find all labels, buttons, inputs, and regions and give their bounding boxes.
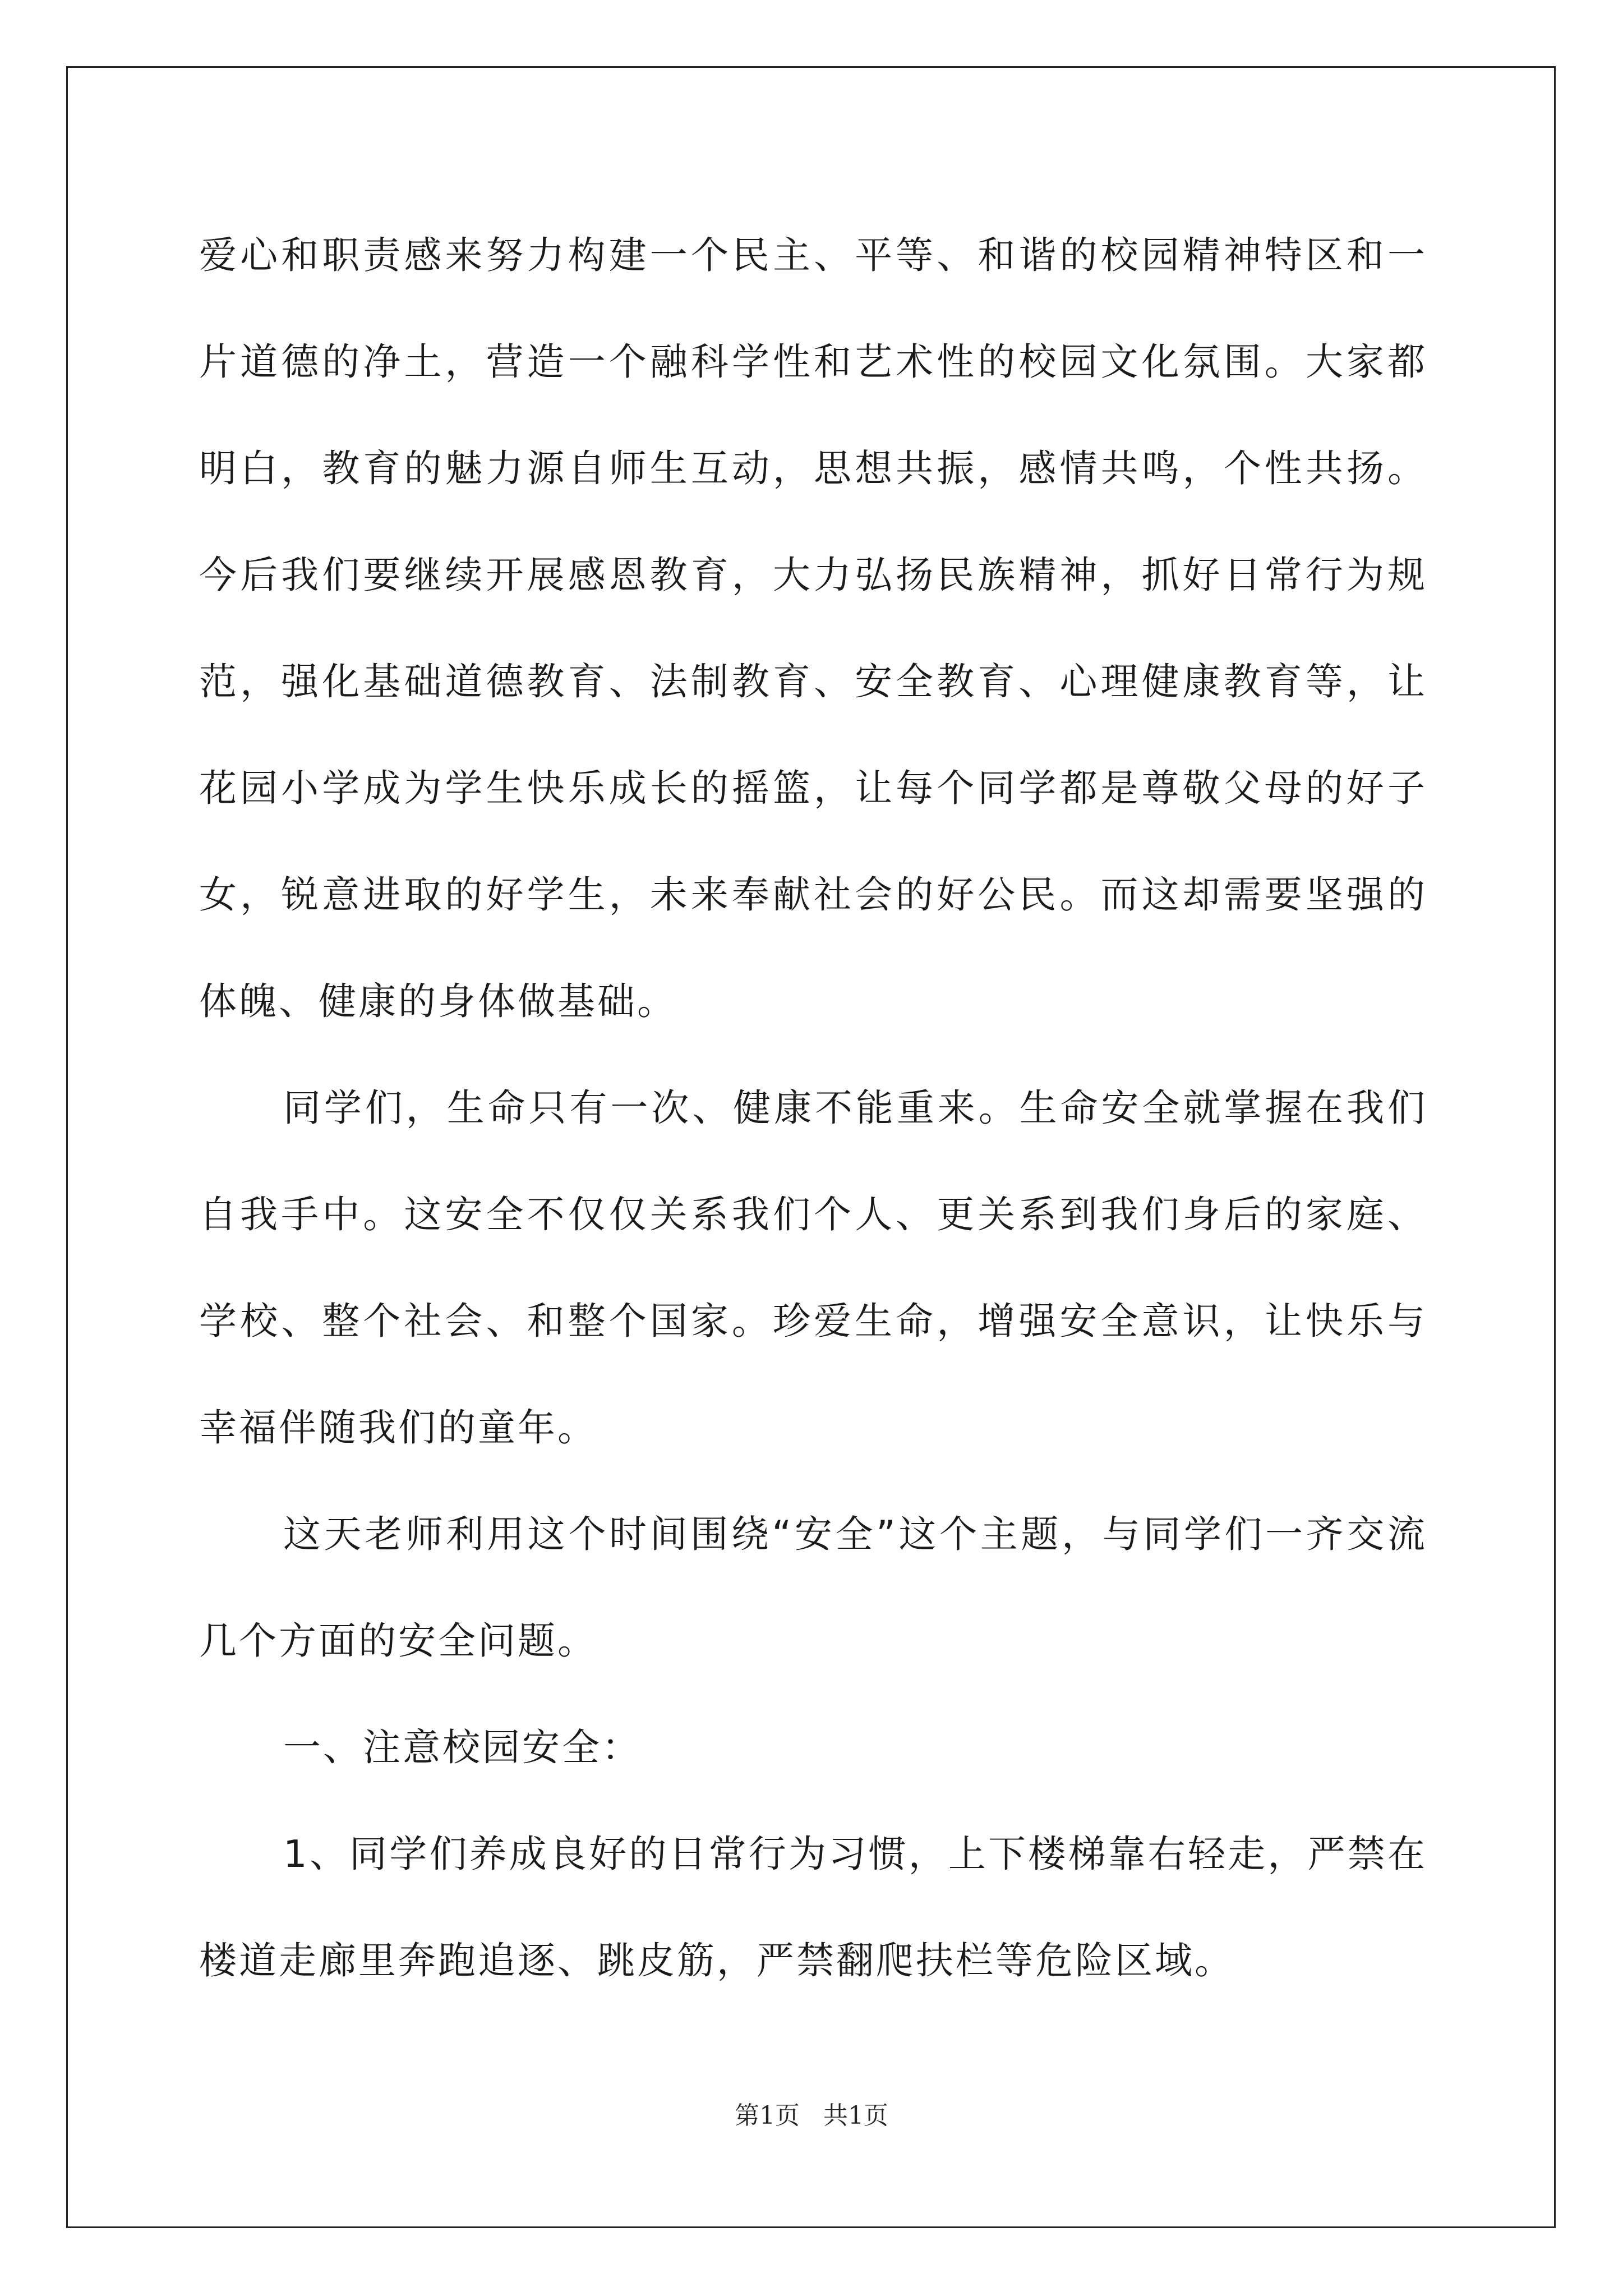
paragraph-1: 爱心和职责感来努力构建一个民主、平等、和谐的校园精神特区和一片道德的净土，营造一个融科学性和艺术性的校园文化氛围。大家都明白，教育的魅力源自师生互动，思想共振，感情共鸣，个性共扬。今后我们要继续开展感恩教育，大力弘扬民族精神，抓好日常行为规范，强化基础道德教育、法制教育、安全教育、心理健康教育等，让花园小学成为学生快乐成长的摇篮，让每个同学都是尊敬父母的好子女，锐意进取的好学生，未来奉献社会的好公民。而这却需要坚强的体魄、健康的身体做基础。 <box>199 233 1427 1023</box>
paragraph-2: 同学们，生命只有一次、健康不能重来。生命安全就掌握在我们自我手中。这安全不仅仅关系我们个人、更关系到我们身后的家庭、学校、整个社会、和整个国家。珍爱生命，增强安全意识，让快乐与幸福伴随我们的童年。 <box>199 1086 1427 1450</box>
paragraph-3: 这天老师利用这个时间围绕“安全”这个主题，与同学们一齐交流几个方面的安全问题。 <box>199 1512 1427 1663</box>
document-body <box>199 202 1427 2014</box>
paragraph-5: 1、同学们养成良好的日常行为习惯，上下楼梯靠右轻走，严禁在楼道走廊里奔跑追逐、跳皮筋，严禁翻爬扶栏等危险区域。 <box>199 1832 1427 1982</box>
section-heading: 一、注意校园安全： <box>283 1726 642 1769</box>
page-footer: 第1页 共1页 <box>735 2101 888 2130</box>
